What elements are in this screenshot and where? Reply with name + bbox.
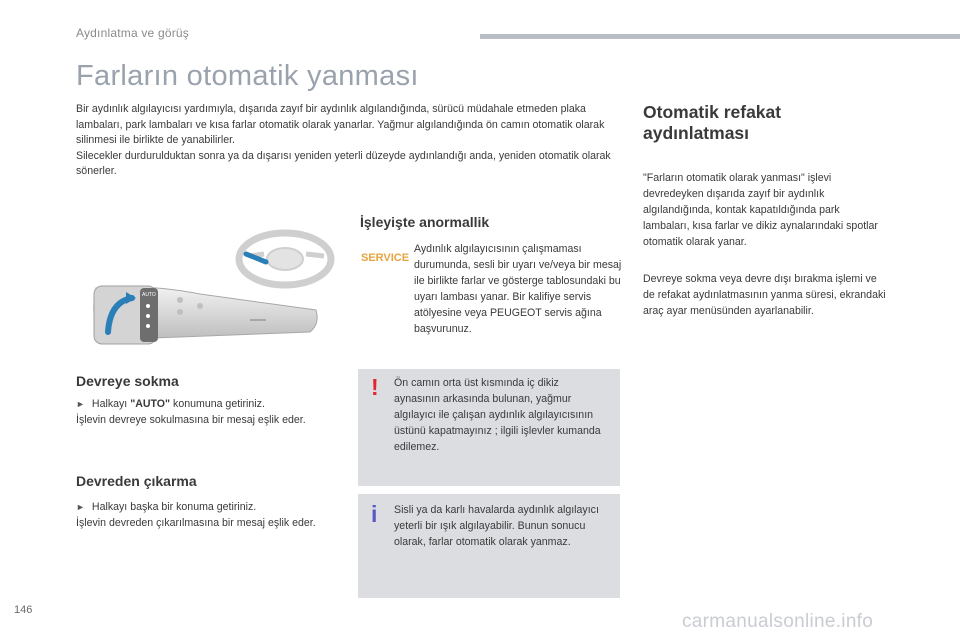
anomaly-text: Aydınlık algılayıcısının çalışmaması durumunda, sesli bir uyarı ve/veya bir mesaj ile birlikte farlar ve gösterge tablosundaki bu uyarı lambası yanar. Bir kalifiye servis atölyesine veya PEUGEOT servis ağına başvurunuz. [414,243,622,335]
activation-heading: Devreye sokma [76,373,179,389]
activation-text [76,396,331,428]
auto-label: AUTO [142,292,156,298]
section-title: Aydınlatma ve görüş [76,26,189,40]
exclamation-icon: ! [371,374,379,400]
light-stalk-illustration [80,224,335,354]
intro-text [76,102,621,180]
header-bar [480,34,960,39]
arrow-right-icon: ► [76,502,85,512]
warning-box [358,369,620,486]
activation-step-suffix: konumuna getiriniz. [170,398,265,410]
deactivation-heading: Devreden çıkarma [76,473,197,489]
arrow-right-icon: ► [76,399,85,409]
activation-step-bold: "AUTO" [130,398,171,410]
anomaly-heading: İşleyişte anormallik [360,214,490,230]
info-text: Sisli ya da karlı havalarda aydınlık algılayıcı yeterli bir ışık algılayabilir. Bunun sonucu olarak, farlar otomatik olarak yanmaz. [394,504,599,548]
intro-paragraph-1: Bir aydınlık algılayıcısı yardımıyla, dışarıda zayıf bir aydınlık algılandığında, sürücü müdahale etmeden plaka lambaları, park lambaları ve kısa farlar otomatik olarak yanarlar. Yağmur algılandığında ön camın otomatik olarak silinmesi ile birlikte de yanabilirler. [76,103,605,146]
warning-text: Ön camın orta üst kısmında iç dikiz aynasının arkasında bulunan, yağmur algılayıcı ile çalışan aydınlık algılayıcısının üstünü kapatmayınız ; ilgili işlevler kumanda edilemez. [394,377,601,453]
page-title: Farların otomatik yanması [76,60,419,92]
service-warning-icon [360,249,410,265]
watermark: carmanualsonline.info [682,611,874,632]
deactivation-note: İşlevin devreden çıkarılmasına bir mesaj eşlik eder. [76,517,316,529]
info-box [358,494,620,598]
info-icon: i [371,501,378,527]
activation-note: İşlevin devreye sokulmasına bir mesaj eşlik eder. [76,414,306,426]
deactivation-text [76,499,331,531]
service-label: SERVICE [361,252,410,264]
side-paragraph-2: Devreye sokma veya devre dışı bırakma işlemi ve de refakat aydınlatmasının yanma süresi, ekrandaki araç ayar menüsünden ayarlanabilir. [643,273,886,317]
deactivation-step: Halkayı başka bir konuma getiriniz. [91,501,257,513]
side-paragraph-1: "Farların otomatik olarak yanması" işlevi devredeyken dışarıda zayıf bir aydınlık algılandığında, kontak kapatıldığında park lambaları, kısa farlar ve dikiz aynalarındaki spotlar otomatik olarak yanar. [643,172,878,248]
activation-step-prefix: Halkayı [91,398,131,410]
side-heading: Otomatik refakat aydınlatması [643,102,782,143]
stalk-closeup-icon [94,286,317,344]
page-number: 146 [14,604,33,616]
intro-paragraph-2: Silecekler durdurulduktan sonra ya da dışarısı yeniden yeterli düzeyde aydınlandığı anda, yeniden otomatik olarak sönerler. [76,149,611,177]
